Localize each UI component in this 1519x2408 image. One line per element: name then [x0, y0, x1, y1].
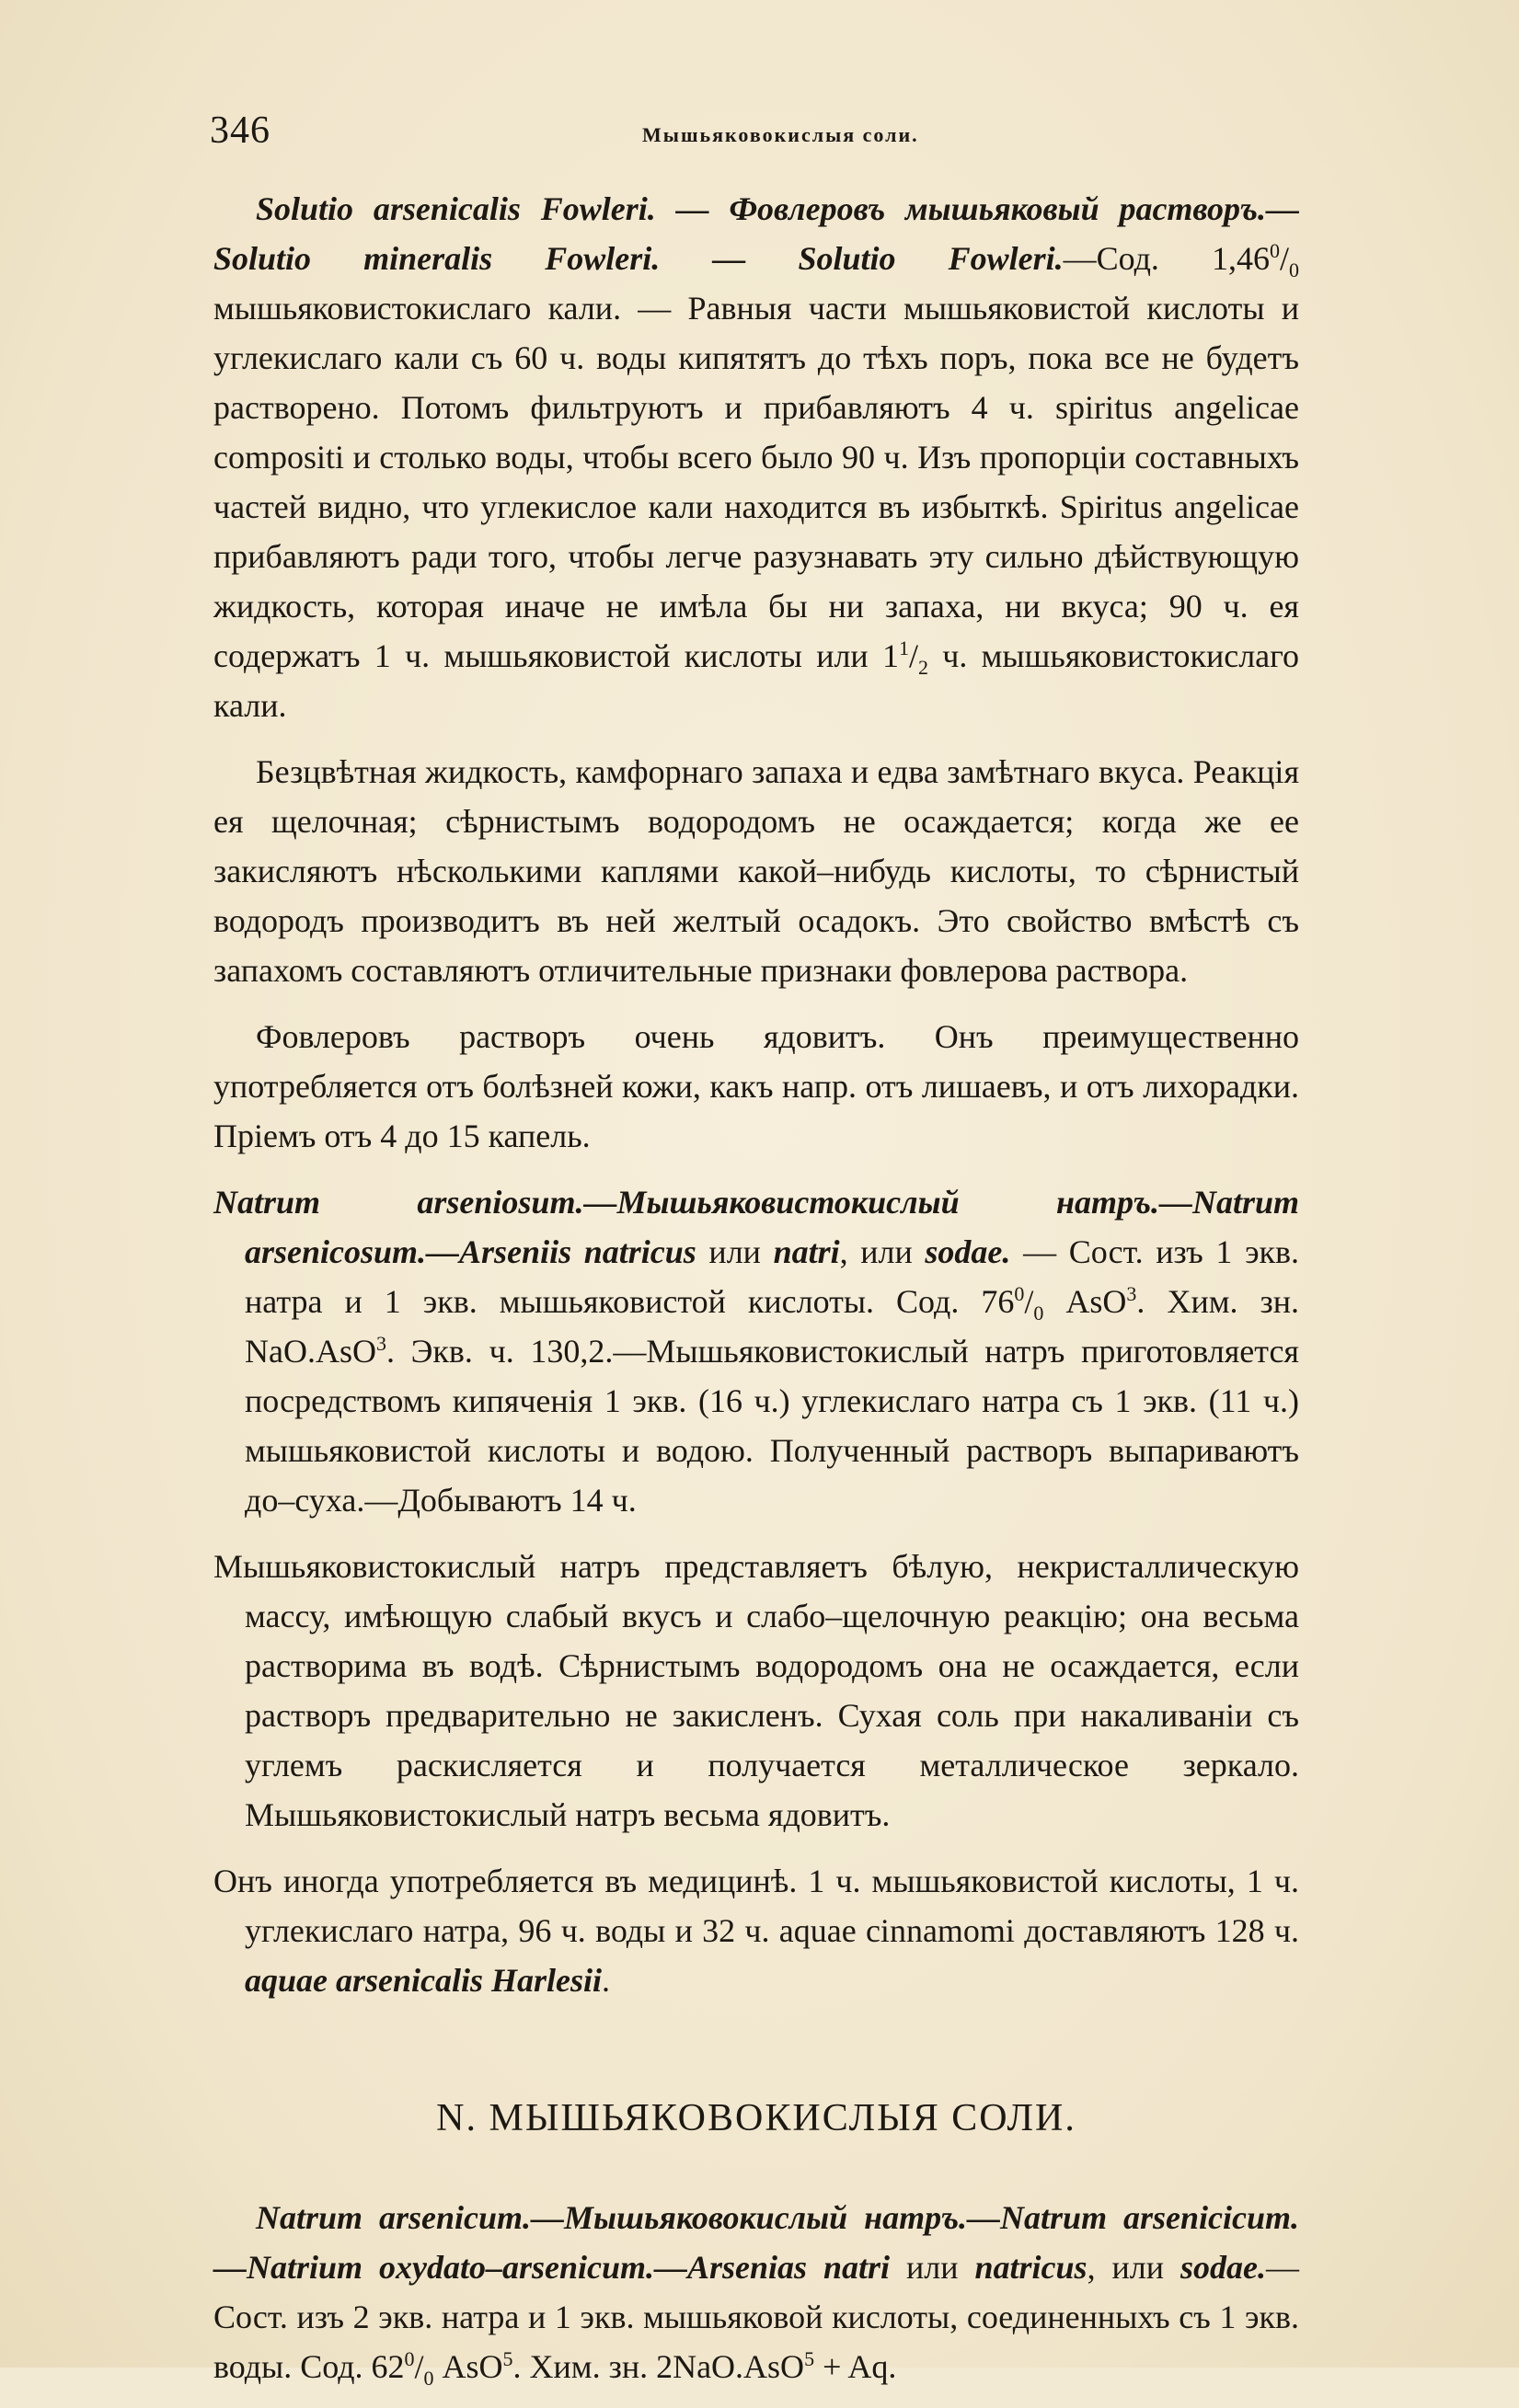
running-head: Мышьяковокислыя соли.: [642, 123, 919, 146]
text-segment: или: [696, 1233, 774, 1270]
text-segment: Natrum arsenicum.—Мышьяковокислый натръ.—Natrum arsenicicum.—Natrium oxydato–arsenicum.—Arsenias natri: [213, 2199, 1299, 2286]
paragraph-natrum-arsenicum: [213, 2193, 1299, 2391]
page-body: [213, 184, 1299, 2408]
paragraph-fowler-usage: [213, 1012, 1299, 1161]
text-segment: —Сост. изъ 2 экв. натра и 1 экв. мышьяковой кислоты, соединенныхъ съ 1 экв. воды. Сод. 62: [213, 2249, 1300, 2385]
text-segment: 5: [502, 2347, 513, 2370]
text-segment: 0: [1289, 258, 1300, 282]
text-segment: /: [414, 2348, 424, 2385]
text-segment: 3: [375, 1332, 386, 1355]
text-segment: или: [890, 2249, 975, 2286]
text-segment: Мышьяковистокислый натръ представляетъ бѣлую, некристаллическую массу, имѣющую слабый вкусъ и слабо–щелочную реакцію; она весьма растворима въ водѣ. Сѣрнистымъ водородомъ она не осаждается, если растворъ предварительно не закисленъ. Сухая соль при накаливаніи съ углемъ раскисляется и получается металлическое зеркало. Мышьяковистокислый натръ весьма ядовитъ.: [213, 1548, 1299, 1833]
text-segment: sodae.: [1180, 2249, 1267, 2286]
paragraph-natrum-arseniosum-properties: [213, 1542, 1299, 1840]
text-segment: AsO: [1043, 1283, 1127, 1320]
text-segment: sodae.: [925, 1233, 1011, 1270]
text-segment: Natrum arseniosum.—Мышьяковистокислый натръ.—Natrum arsenicosum.—Arseniis natricus: [213, 1184, 1299, 1270]
text-segment: /: [1280, 240, 1290, 277]
text-segment: . Экв. ч. 130,2.—Мышьяковистокислый натръ приготовляется посредствомъ кипяченія 1 экв. (16 ч.) углекислаго натра съ 1 экв. (11 ч.) мышьяковистой кислоты и водою. Полученный растворъ выпариваютъ до–суха.—Добываютъ 14 ч.: [245, 1333, 1299, 1519]
text-segment: 0: [404, 2347, 415, 2370]
text-segment: Solutio arsenicalis Fowleri. — Фовлеровъ мышьяковый растворъ.—Solutio mineralis Fowleri. — Solutio Fowleri.: [213, 190, 1299, 277]
text-segment: /: [1024, 1283, 1034, 1320]
page-header: [210, 109, 1332, 164]
paragraph-natrum-arseniosum-usage: [213, 1856, 1299, 2005]
text-segment: natri: [773, 1233, 840, 1270]
paragraph-natrum-arseniosum: [213, 1177, 1299, 1525]
text-segment: , или: [839, 1233, 926, 1270]
section-title: N. МЫШЬЯКОВОКИСЛЫЯ СОЛИ.: [436, 2097, 1076, 2139]
text-segment: Онъ иногда употребляется въ медицинѣ. 1 ч. мышьяковистой кислоты, 1 ч. углекислаго натра, 96 ч. воды и 32 ч. aquae cinnamomi доставляютъ 128 ч.: [213, 1863, 1299, 1949]
text-segment: 3: [1126, 1282, 1137, 1305]
text-segment: 0: [1014, 1282, 1025, 1305]
text-segment: /: [908, 637, 918, 674]
text-segment: + Aq.: [814, 2348, 897, 2385]
text-segment: . Хим. зн. 2NaO.AsO: [512, 2348, 805, 2385]
text-segment: . Хим. зн. NaO.AsO: [245, 1283, 1299, 1370]
text-segment: aquae arsenicalis Harlesii: [245, 1962, 603, 1999]
text-segment: 2: [917, 656, 928, 680]
text-segment: 0: [1033, 1301, 1044, 1325]
text-segment: 0: [423, 2367, 434, 2391]
text-segment: — Сост. изъ 1 экв. натра и 1 экв. мышьяковистой кислоты. Сод. 76: [245, 1233, 1300, 1320]
text-segment: 0: [1270, 239, 1280, 262]
text-segment: Безцвѣтная жидкость, камфорнаго запаха и едва замѣтнаго вкуса. Реакція ея щелочная; сѣрнистымъ водородомъ не осаждается; когда же ее закисляютъ нѣсколькими каплями какой–нибудь кислоты, то сѣрнистый водородъ производитъ въ ней желтый осадокъ. Это свойство вмѣстѣ съ запахомъ составляютъ отличительные признаки фовлерова раствора.: [213, 753, 1299, 989]
text-segment: Фовлеровъ растворъ очень ядовитъ. Онъ преимущественно употребляется отъ болѣзней кожи, какъ напр. отъ лишаевъ, и отъ лихорадки. Пріемъ отъ 4 до 15 капель.: [213, 1018, 1299, 1154]
text-segment: ч. мышьяковистокислаго кали.: [213, 637, 1300, 724]
paragraph-fowler-solution: [213, 184, 1299, 730]
text-segment: —Сод. 1,46: [1063, 240, 1270, 277]
text-segment: , или: [1087, 2249, 1181, 2286]
paragraph-fowler-properties: [213, 747, 1299, 995]
text-segment: AsO: [433, 2348, 503, 2385]
text-segment: 5: [804, 2347, 815, 2370]
text-segment: мышьяковистокислаго кали. — Равныя части мышьяковистой кислоты и углекислаго кали съ 60 ч. воды кипятятъ до тѣхъ поръ, пока все не будетъ растворено. Потомъ фильтруютъ и прибавляютъ 4 ч. spiritus angelicae compositi и столько воды, чтобы всего было 90 ч. Изъ пропорціи составныхъ частей видно, что углекислое кали находится въ избыткѣ. Spiritus angelicae прибавляютъ ради того, чтобы легче разузнавать эту сильно дѣйствующую жидкость, которая иначе не имѣла бы ни запаха, ни вкуса; 90 ч. ея содержатъ 1 ч. мышьяковистой кислоты или 1: [213, 290, 1299, 674]
text-segment: 1: [898, 636, 909, 659]
text-segment: natricus: [974, 2249, 1087, 2286]
page-number: 346: [210, 109, 270, 152]
text-segment: .: [602, 1962, 611, 1999]
